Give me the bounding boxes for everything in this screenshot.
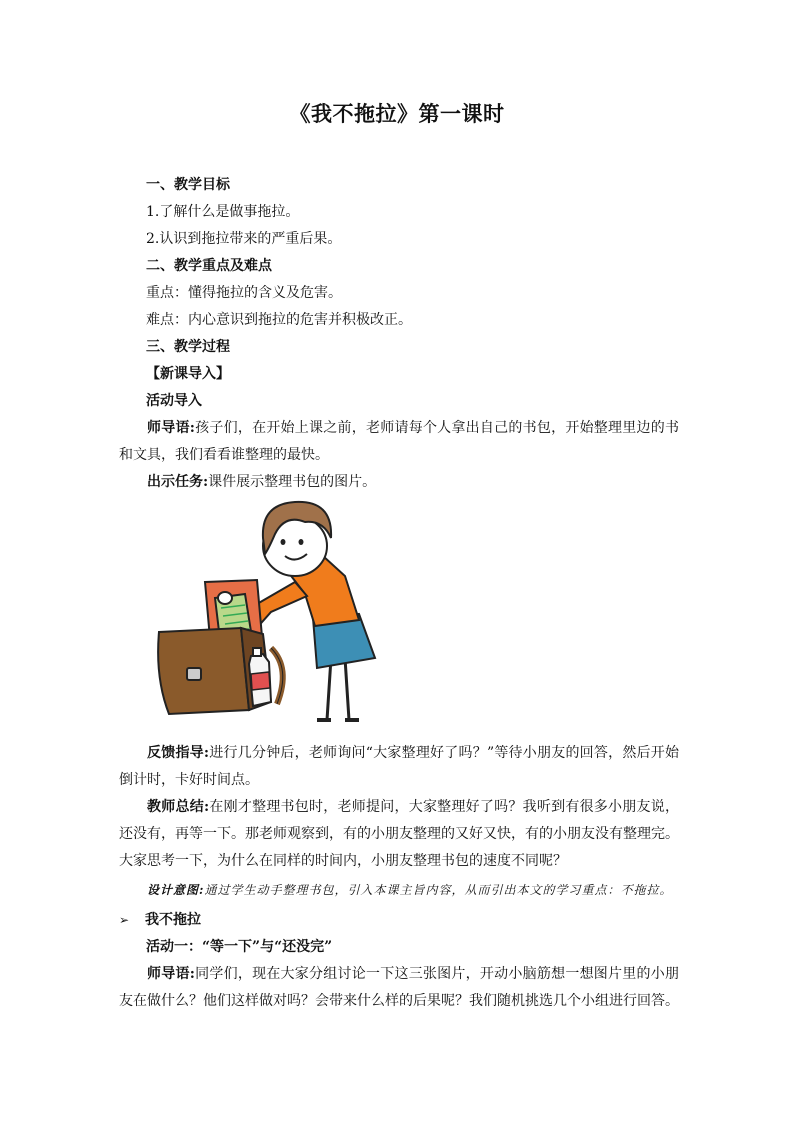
subheading-activity-intro: 活动导入	[146, 393, 202, 409]
page-title: 《我不拖拉》第一课时	[289, 101, 505, 126]
difficult-point: 难点：内心意识到拖拉的危害并积极改正。	[146, 312, 412, 328]
activity-one-paragraph	[119, 961, 679, 1015]
summary-label: 教师总结:	[147, 799, 210, 815]
feedback-text: 进行几分钟后，老师询问“大家整理好了吗？”等待小朋友的回答，然后开始倒计时，卡好时间点。	[119, 745, 680, 788]
teacher-intro-paragraph	[119, 415, 679, 469]
arrow-bullet-icon: ➢	[119, 913, 130, 927]
teacher-intro-text: 孩子们，在开始上课之前，老师请每个人拿出自己的书包，开始整理里边的书和文具，我们看看谁整理的最快。	[119, 420, 680, 463]
objective-item-1: 1.了解什么是做事拖拉。	[146, 204, 300, 220]
activity-one-text: 同学们，现在大家分组讨论一下这三张图片，开动小脑筋想一想图片里的小朋友在做什么？他们这样做对吗？会带来什么样的后果呢？我们随机挑选几个小组进行回答。	[119, 966, 680, 1009]
teacher-intro-label: 师导语:	[147, 420, 195, 436]
design-intent-label: 设计意图:	[147, 883, 205, 897]
task-label: 出示任务:	[147, 474, 209, 490]
summary-paragraph	[119, 794, 679, 875]
illustration-organizing-backpack	[119, 498, 679, 740]
task-text: 课件展示整理书包的图片。	[208, 474, 377, 490]
activity-one-label: 师导语:	[147, 966, 195, 982]
subheading-intro: 【新课导入】	[146, 366, 230, 382]
feedback-label: 反馈指导:	[147, 745, 210, 761]
section-heading-process: 三、教学过程	[146, 339, 230, 355]
section-heading-objectives: 一、教学目标	[146, 177, 230, 193]
design-intent-paragraph	[119, 877, 679, 903]
part-heading-row	[119, 907, 679, 934]
objective-item-2: 2.认识到拖拉带来的严重后果。	[146, 231, 342, 247]
feedback-paragraph	[119, 740, 679, 794]
document-body	[119, 172, 679, 1015]
child-with-backpack-image	[145, 498, 385, 738]
summary-text: 在刚才整理书包时，老师提问，大家整理好了吗？我听到有很多小朋友说，还没有，再等一下。那老师观察到，有的小朋友整理的又好又快，有的小朋友没有整理完。大家思考一下，为什么在同样的时间内，小朋友整理书包的速度不同呢？	[119, 799, 679, 869]
design-intent-text: 通过学生动手整理书包，引入本课主旨内容，从而引出本文的学习重点：不拖拉。	[204, 883, 673, 897]
activity-one-heading: 活动一：“等一下”与“还没完”	[146, 939, 333, 955]
part-heading: 我不拖拉	[145, 912, 201, 928]
section-heading-key-points: 二、教学重点及难点	[146, 258, 272, 274]
task-paragraph	[119, 469, 679, 496]
key-point: 重点：懂得拖拉的含义及危害。	[146, 285, 342, 301]
